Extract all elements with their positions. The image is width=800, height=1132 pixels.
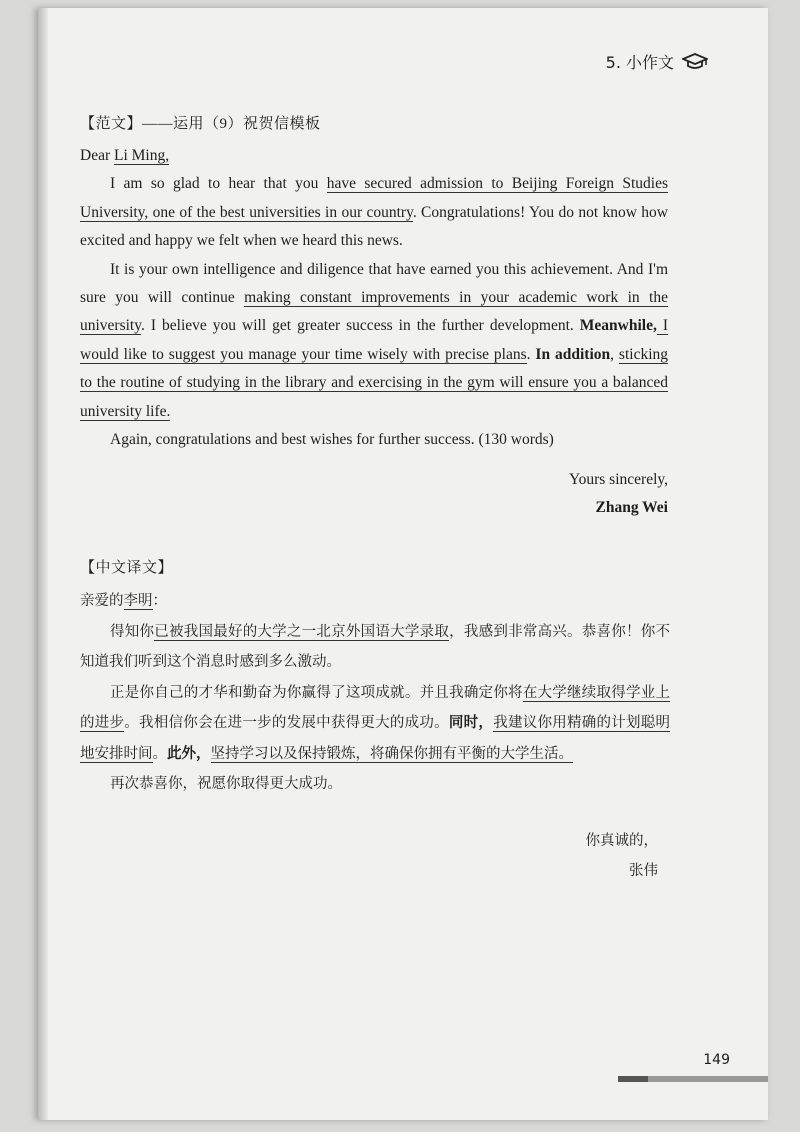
english-paragraph-3: Again, congratulations and best wishes for further success. (130 words) (110, 431, 554, 449)
english-paragraph-1: I am so glad to hear that you have secured admission to Beijing Foreign Studies University, one of the best universities in our country. Congratulations! You do not know how excited and happy we felt when we heard this news. (80, 175, 668, 250)
chinese-paragraph-2: 正是你自己的才华和勤奋为你赢得了这项成就。并且我确定你将在大学继续取得学业上的进步。我相信你会在进一步的发展中获得更大的成功。同时，我建议你用精确的计划聪明地安排时间。此外，坚持学习以及保持锻炼，将确保你拥有平衡的大学生活。 (80, 684, 671, 762)
section-header (606, 50, 708, 73)
chinese-paragraph-3: 再次恭喜你，祝愿你取得更大成功。 (110, 776, 342, 792)
footer-bar (618, 1076, 768, 1082)
chinese-paragraph-1: 得知你已被我国最好的大学之一北京外国语大学录取，我感到非常高兴。恭喜你！你不知道我们听到这个消息时感到多么激动。 (80, 623, 671, 670)
model-essay-tag: 【范文】——运用（9）祝贺信模板 (80, 116, 321, 132)
chinese-salutation: 亲爱的李明： (80, 593, 167, 609)
page-number: 149 (703, 1052, 730, 1068)
chinese-letter (80, 586, 670, 800)
page-binding (38, 8, 48, 1120)
english-signature: Yours sincerely, Zhang Wei (568, 471, 668, 516)
chinese-signature: 你真诚的， 张伟 (585, 833, 658, 879)
english-salutation: Dear Li Ming, (80, 147, 170, 164)
graduation-cap-icon (682, 52, 708, 72)
english-letter (80, 142, 668, 454)
book-page (38, 8, 768, 1120)
section-title: 5. 小作文 (605, 53, 674, 72)
translation-tag: 【中文译文】 (80, 560, 174, 576)
english-paragraph-2: It is your own intelligence and diligence that have earned you this achievement. And I'm sure you will continue making constant improvements in your academic work in the university. I believe you will get greater success in the further development. Meanwhile, I would like to suggest you manage your time wisely with precise plans. In addition, sticking to the routine of studying in the library and exercising in the gym will ensure you a balanced university life. (80, 260, 669, 420)
